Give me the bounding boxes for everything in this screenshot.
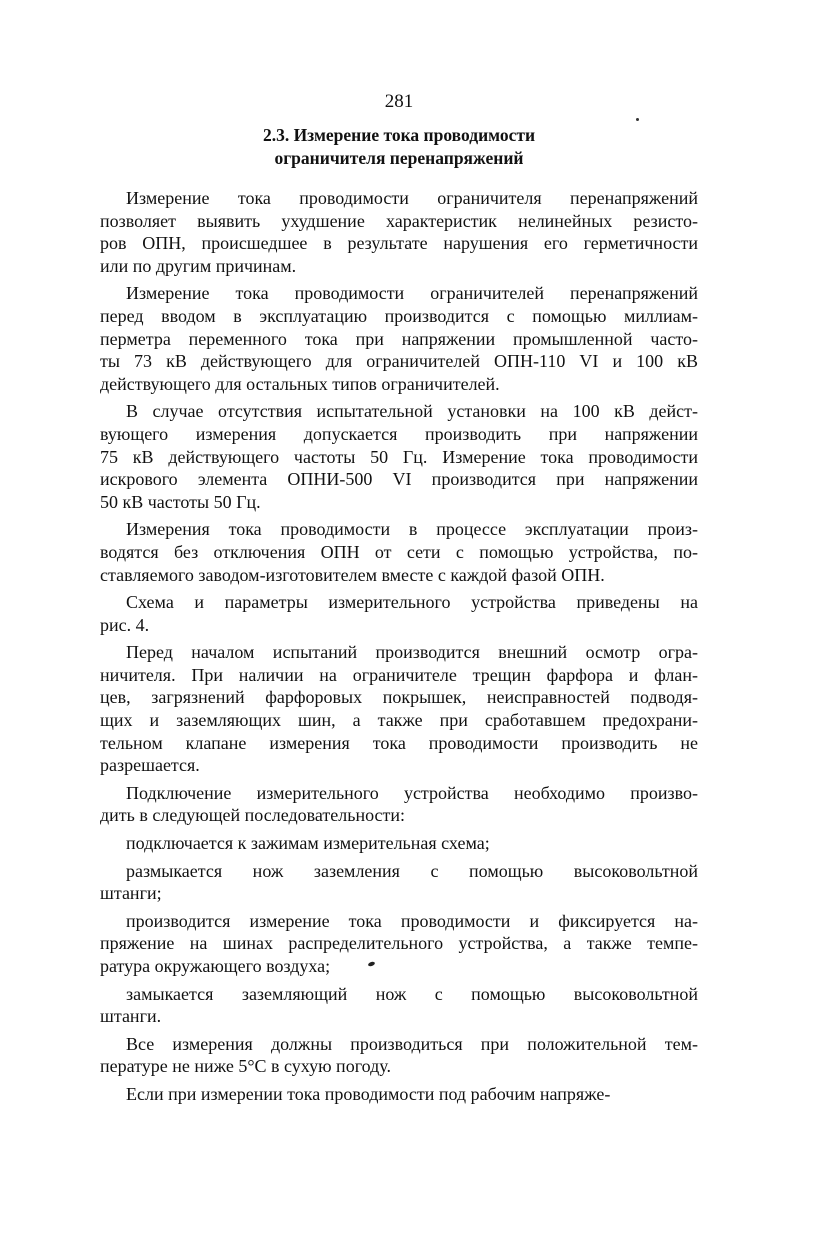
text-line: Измерение тока проводимости ограничителей перенапряжений [126,283,698,304]
text-line: позволяет выявить ухудшение характеристик нелинейных резисто- [100,210,698,231]
paragraph [100,860,698,905]
text-line: Схема и параметры измерительного устройства приведены на [126,592,698,613]
text-line: водятся без отключения ОПН от сети с помощью устройства, по- [100,541,698,562]
text-line: искрового элемента ОПНИ-500 VI производится при напряжении [100,469,698,490]
paragraph [100,400,698,513]
section-heading [100,124,698,169]
text-line: ратура окружающего воздуха; [100,956,331,976]
body-text [100,187,698,1106]
text-line: штанги. [100,1006,162,1027]
text-line: 50 кВ частоты 50 Гц. [100,491,261,512]
paragraph [100,1083,698,1106]
text-line: Перед началом испытаний производится внешний осмотр огра- [126,642,698,663]
text-line: ничителя. При наличии на ограничителе трещин фарфора и флан- [100,664,698,685]
text-line: разрешается. [100,755,200,776]
text-line: пературе не ниже 5°С в сухую погоду. [100,1056,391,1077]
text-line: ставляемого заводом-изготовителем вместе с каждой фазой ОПН. [100,564,605,585]
paragraph [100,832,698,855]
text-line: цев, загрязнений фарфоровых покрышек, неисправностей подводя- [100,687,698,708]
section-heading-line-2: ограничителя перенапряжений [274,147,524,168]
text-line: ров ОПН, происшедшее в результате нарушения его герметичности [100,233,698,254]
text-line: перед вводом в эксплуатацию производится с помощью миллиам- [100,305,698,326]
paragraph [100,641,698,777]
paragraph [100,187,698,277]
text-line: Измерение тока проводимости ограничителя перенапряжений [126,188,698,208]
text-line: Подключение измерительного устройства необходимо произво- [126,782,698,803]
text-line: производится измерение тока проводимости и фиксируется на- [126,910,698,931]
text-line: перметра переменного тока при напряжении промышленной часто- [100,328,698,349]
text-line: пряжение на шинах распределительного устройства, а также темпе- [100,933,698,954]
text-line: замыкается заземляющий нож с помощью высоковольтной [126,983,698,1004]
paragraph [100,910,698,978]
paragraph [100,591,698,636]
document-page [100,88,698,1111]
text-line: действующего для остальных типов ограничителей. [100,373,500,394]
paragraph [100,518,698,586]
text-line: подключается к зажимам измерительная схема; [126,833,490,854]
text-line: 75 кВ действующего частоты 50 Гц. Измерение тока проводимости [100,446,698,467]
paragraph [100,1033,698,1078]
text-line: дить в следующей последовательности: [100,805,406,826]
text-line: ты 73 кВ действующего для ограничителей ОПН-110 VI и 100 кВ [100,351,698,372]
page-number: 281 [384,91,414,112]
paragraph [100,983,698,1028]
text-line: рис. 4. [100,614,150,635]
paragraph [100,782,698,827]
text-line: Все измерения должны производиться при положительной тем- [126,1033,698,1054]
paragraph [100,282,698,395]
text-line: щих и заземляющих шин, а также при сработавшем предохрани- [100,710,698,731]
section-heading-line-1: 2.3. Измерение тока проводимости [262,125,536,145]
scan-speck [636,118,639,121]
text-line: Если при измерении тока проводимости под рабочим напряже- [126,1083,611,1104]
text-line: тельном клапане измерения тока проводимости производить не [100,732,698,753]
text-line: размыкается нож заземления с помощью высоковольтной [126,860,698,881]
text-line: вующего измерения допускается производить при напряжении [100,423,698,444]
text-line: В случае отсутствия испытательной установки на 100 кВ дейст- [126,401,698,422]
text-line: штанги; [100,883,162,904]
text-line: или по другим причинам. [100,255,297,276]
text-line: Измерения тока проводимости в процессе эксплуатации произ- [126,519,698,540]
